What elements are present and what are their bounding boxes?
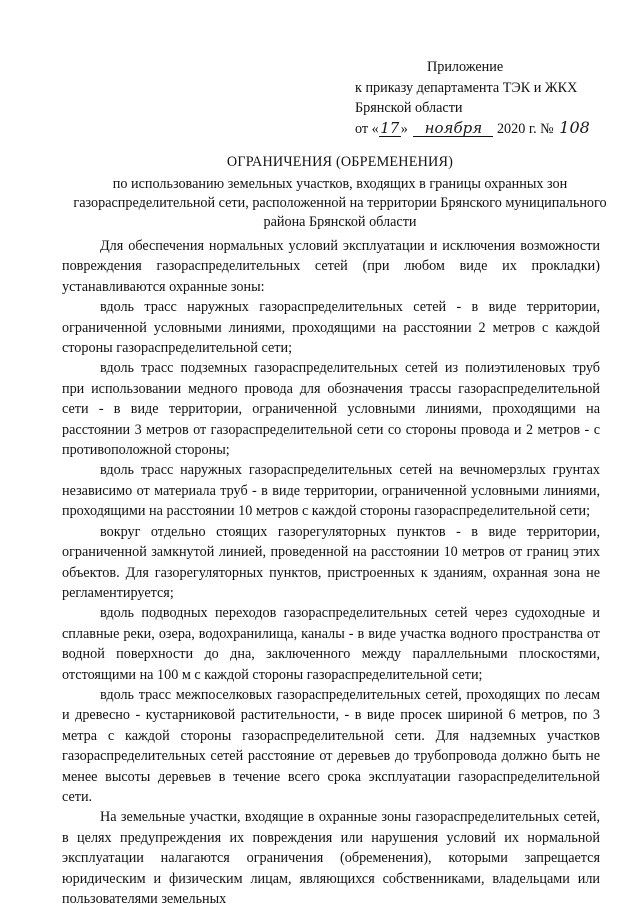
appendix-date-line	[355, 119, 625, 140]
paragraph-permafrost: вдоль трасс наружных газораспределительных сетей на вечномерзлых грунтах независимо от материала труб - в виде территории, ограниченной условными линиями, проходящими на расстоянии 10 метров с каждой стороны газораспределительной сети;	[62, 462, 600, 520]
paragraph-underwater-crossings: вдоль подводных переходов газораспределительных сетей через судоходные и сплавные реки, озера, водохранилища, каналы - в виде участка водного пространства от водной поверхности до дна, заключенного между параллельными плоскостями, отстоящими на 100 м с каждой стороны газораспределительной сети;	[62, 605, 600, 683]
appendix-label: Приложение	[427, 59, 504, 75]
date-prefix: от «	[355, 120, 379, 137]
date-year: 2020 г. №	[496, 120, 554, 137]
paragraph-intro: Для обеспечения нормальных условий эксплуатации и исключения возможности повреждения газораспределительных сетей (при любом виде их прокладки) устанавливаются охранные зоны:	[62, 238, 600, 295]
date-mid: »	[400, 120, 408, 137]
paragraph-underground-networks: вдоль трасс подземных газораспределительных сетей из полиэтиленовых труб при использовании медного провода для обозначения трассы газораспределительной сети - в виде территории, ограниченной условными линиями, проходящими на расстоянии 3 метров от газораспределительной сети со стороны провода и 2 метров - с противоположной стороны;	[62, 360, 600, 459]
title-subtitle: по использованию земельных участков, входящих в границы охранных зон газораспределительной сети, расположенной на территории Брянского муниципального района Брянской области	[73, 176, 607, 230]
handwritten-day: 17	[380, 118, 400, 137]
document-body	[62, 236, 600, 909]
paragraph-regulator-points: вокруг отдельно стоящих газорегуляторных пунктов - в виде территории, ограниченной замкнутой линией, проведенной на расстоянии 10 метров от границ этих объектов. Для газорегуляторных пунктов, пристроенных к зданиям, охранная зона не регламентируется;	[62, 523, 600, 601]
title-heading: ОГРАНИЧЕНИЯ (ОБРЕМЕНЕНИЯ)	[226, 154, 454, 170]
paragraph-restrictions: На земельные участки, входящие в охранные зоны газораспределительных сетей, в целях предупреждения их повреждения или нарушения условий их нормальной эксплуатации налагаются ограничения (обременения), которыми запрещается юридическим и физическим лицам, являющихся собственниками, владельцами или пользователями земельных	[62, 809, 600, 907]
handwritten-order-number: 108	[559, 117, 590, 137]
appendix-order-ref: к приказу департамента ТЭК и ЖКХ	[355, 79, 578, 96]
handwritten-month: ноября	[413, 120, 493, 137]
document-title	[60, 153, 620, 232]
appendix-block	[355, 57, 625, 139]
appendix-region: Брянской области	[355, 100, 463, 116]
paragraph-forest-networks: вдоль трасс межпоселковых газораспределительных сетей, проходящих по лесам и древесно - кустарниковой растительности, - в виде просек шириной 6 метров, по 3 метра с каждой стороны газораспределительной сети. Для надземных участков газораспределительных сетей расстояние от деревьев до трубопровода должно быть не менее высоты деревьев в течение всего срока эксплуатации газораспределительной сети.	[62, 686, 600, 805]
paragraph-outdoor-networks: вдоль трасс наружных газораспределительных сетей - в виде территории, ограниченной условными линиями, проходящими на расстоянии 2 метров с каждой стороны газораспределительной сети;	[62, 299, 600, 357]
